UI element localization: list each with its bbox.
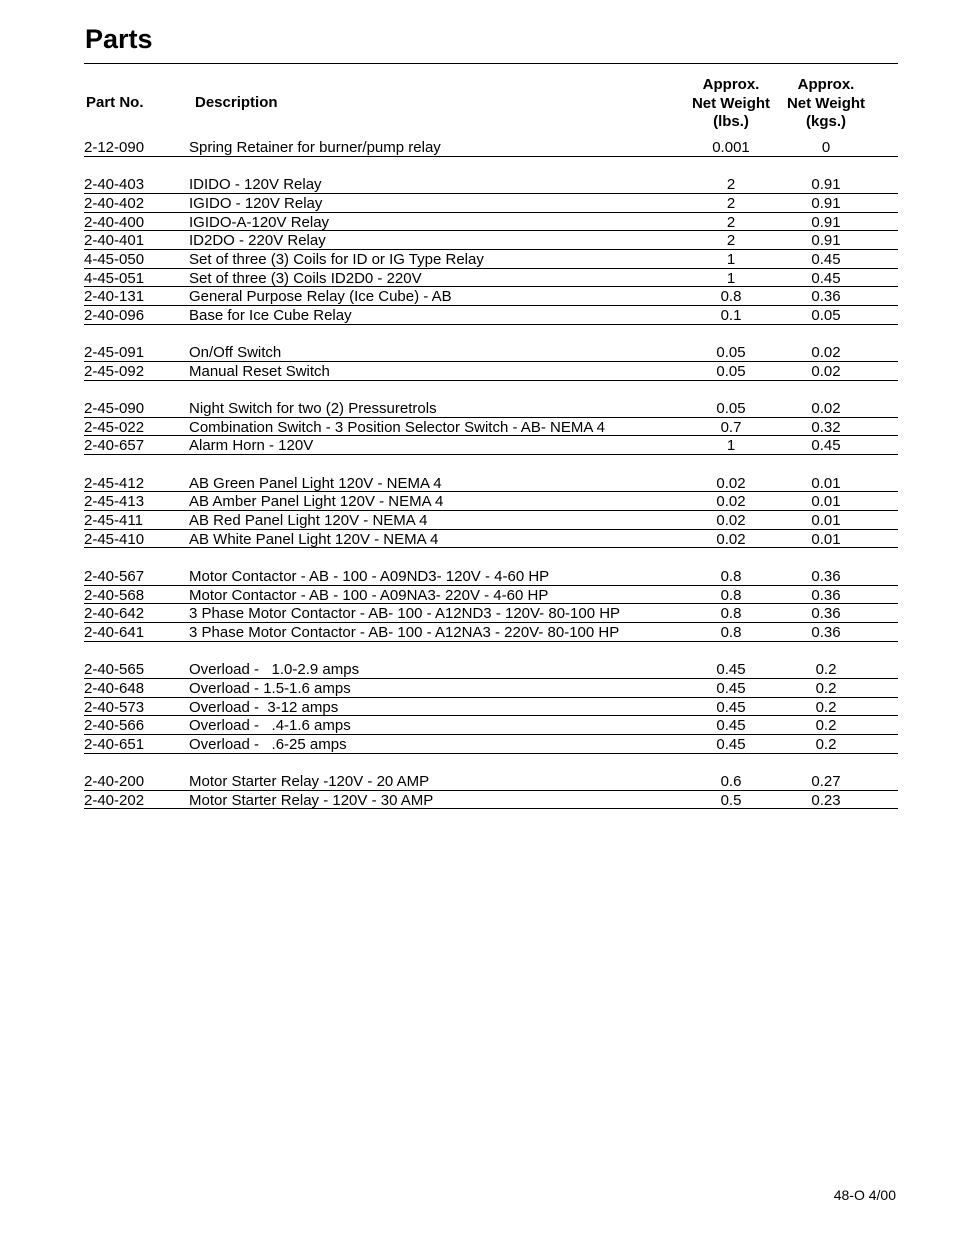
description-cell: Overload - 1.0-2.9 amps — [189, 661, 360, 679]
weight-lbs-cell: 0.45 — [716, 698, 746, 716]
weight-kgs-cell: 0.45 — [811, 250, 841, 268]
table-row — [84, 586, 898, 605]
part-number-cell: 2-40-567 — [84, 567, 145, 585]
table-row — [84, 716, 898, 735]
weight-kgs-cell: 0.2 — [815, 698, 837, 716]
weight-lbs-cell: 0.02 — [716, 530, 746, 548]
weight-kgs-cell: 0.36 — [811, 567, 841, 585]
weight-kgs-cell: 0.2 — [815, 679, 837, 697]
weight-lbs-cell: 0.05 — [716, 400, 746, 418]
weight-kgs-cell: 0.01 — [811, 474, 841, 492]
description-cell: ID2DO - 220V Relay — [189, 232, 326, 250]
description-cell: IGIDO-A-120V Relay — [189, 213, 330, 231]
description-cell: Motor Contactor - AB - 100 - A09NA3- 220V - 4-60 HP — [189, 586, 549, 604]
table-row — [84, 418, 898, 437]
description-cell: AB Red Panel Light 120V - NEMA 4 — [189, 512, 428, 529]
table-row — [84, 492, 898, 511]
part-number-cell: 2-45-090 — [84, 400, 145, 418]
weight-kgs-cell: 0.36 — [811, 605, 841, 623]
table-row — [84, 362, 898, 381]
description-cell: AB White Panel Light 120V - NEMA 4 — [189, 530, 439, 548]
description-cell: Spring Retainer for burner/pump relay — [189, 139, 441, 156]
table-row — [84, 399, 898, 418]
table-row — [84, 213, 898, 232]
table-row — [84, 698, 898, 717]
table-row — [84, 474, 898, 493]
description-cell: Combination Switch - 3 Position Selector Switch - AB- NEMA 4 — [189, 418, 606, 436]
description-cell: Overload - .4-1.6 amps — [189, 717, 351, 735]
table-row — [84, 567, 898, 586]
part-number-cell: 2-40-641 — [84, 623, 145, 641]
column-header-line: (kgs.) — [805, 113, 846, 130]
column-header-weight-kgs — [780, 76, 872, 132]
weight-kgs-cell: 0.02 — [811, 400, 841, 418]
table-row — [84, 623, 898, 642]
description-cell: AB Green Panel Light 120V - NEMA 4 — [189, 474, 442, 492]
weight-kgs-cell: 0.27 — [811, 773, 841, 791]
weight-kgs-cell: 0.91 — [811, 194, 841, 212]
table-row — [84, 436, 898, 455]
weight-kgs-cell: 0.91 — [811, 213, 841, 231]
table-row — [84, 175, 898, 194]
weight-kgs-cell: 0.2 — [815, 735, 837, 753]
part-number-cell: 2-40-202 — [84, 791, 145, 809]
part-number-cell: 2-40-400 — [84, 213, 145, 231]
parts-group — [84, 138, 898, 157]
table-row — [84, 306, 898, 325]
description-cell: AB Amber Panel Light 120V - NEMA 4 — [189, 493, 444, 511]
weight-kgs-cell: 0.45 — [811, 269, 841, 287]
description-cell: General Purpose Relay (Ice Cube) - AB — [189, 288, 452, 306]
column-header-description: Description — [195, 94, 278, 111]
description-cell: Base for Ice Cube Relay — [189, 307, 352, 324]
part-number-cell: 2-40-651 — [84, 735, 145, 753]
part-number-cell: 2-40-403 — [84, 176, 145, 194]
table-row — [84, 679, 898, 698]
part-number-cell: 2-40-566 — [84, 717, 145, 735]
weight-lbs-cell: 1 — [726, 269, 736, 287]
description-cell: On/Off Switch — [189, 344, 282, 362]
weight-kgs-cell: 0.45 — [811, 437, 841, 455]
weight-lbs-cell: 0.02 — [716, 512, 746, 529]
column-header-line: Approx. — [797, 76, 855, 93]
description-cell: 3 Phase Motor Contactor - AB- 100 - A12ND3 - 120V- 80-100 HP — [189, 605, 621, 623]
part-number-cell: 2-40-648 — [84, 679, 145, 697]
weight-lbs-cell: 2 — [726, 176, 736, 194]
part-number-cell: 2-40-642 — [84, 605, 145, 623]
description-cell: Overload - .6-25 amps — [189, 735, 347, 753]
weight-kgs-cell: 0.01 — [811, 530, 841, 548]
part-number-cell: 2-45-411 — [84, 512, 143, 529]
part-number-cell: 2-45-410 — [84, 530, 145, 548]
table-row — [84, 138, 898, 157]
weight-lbs-cell: 0.05 — [716, 362, 746, 380]
weight-lbs-cell: 0.8 — [720, 623, 742, 641]
weight-kgs-cell: 0.01 — [811, 512, 841, 529]
weight-kgs-cell: 0.91 — [811, 232, 841, 250]
table-row — [84, 194, 898, 213]
table-row — [84, 269, 898, 288]
weight-lbs-cell: 2 — [726, 213, 736, 231]
page-title: Parts — [85, 24, 153, 54]
part-number-cell: 2-40-401 — [84, 232, 145, 250]
description-cell: 3 Phase Motor Contactor - AB- 100 - A12NA3 - 220V- 80-100 HP — [189, 623, 620, 641]
description-cell: Alarm Horn - 120V — [189, 437, 314, 455]
weight-kgs-cell: 0.02 — [811, 362, 841, 380]
weight-lbs-cell: 0.7 — [720, 418, 742, 436]
weight-kgs-cell: 0.36 — [811, 623, 841, 641]
parts-group — [84, 175, 898, 325]
weight-lbs-cell: 0.05 — [716, 344, 746, 362]
part-number-cell: 2-12-090 — [84, 139, 145, 156]
part-number-cell: 2-40-568 — [84, 586, 145, 604]
description-cell: Set of three (3) Coils ID2D0 - 220V — [189, 269, 422, 287]
part-number-cell: 2-40-096 — [84, 307, 145, 324]
weight-lbs-cell: 0.02 — [716, 493, 746, 511]
table-row — [84, 660, 898, 679]
weight-kgs-cell: 0.01 — [811, 493, 841, 511]
part-number-cell: 2-40-200 — [84, 773, 145, 791]
weight-kgs-cell: 0.32 — [811, 418, 841, 436]
description-cell: Night Switch for two (2) Pressuretrols — [189, 400, 437, 418]
page-footer: 48-O 4/00 — [833, 1187, 896, 1203]
weight-lbs-cell: 0.02 — [716, 474, 746, 492]
parts-group — [84, 660, 898, 753]
description-cell: Set of three (3) Coils for ID or IG Type Relay — [189, 250, 484, 268]
weight-lbs-cell: 0.8 — [720, 605, 742, 623]
weight-kgs-cell: 0.36 — [811, 288, 841, 306]
parts-table — [84, 138, 898, 809]
weight-kgs-cell: 0.2 — [815, 717, 837, 735]
table-row — [84, 287, 898, 306]
weight-lbs-cell: 0.5 — [720, 791, 742, 809]
description-cell: Overload - 3-12 amps — [189, 698, 339, 716]
part-number-cell: 2-40-131 — [84, 288, 145, 306]
table-row — [84, 343, 898, 362]
weight-kgs-cell: 0.23 — [811, 791, 841, 809]
column-header-weight-lbs — [684, 76, 778, 132]
weight-lbs-cell: 0.8 — [720, 586, 742, 604]
description-cell: IGIDO - 120V Relay — [189, 194, 323, 212]
weight-kgs-cell: 0.05 — [811, 307, 841, 324]
part-number-cell: 4-45-050 — [84, 250, 145, 268]
description-cell: Motor Contactor - AB - 100 - A09ND3- 120V - 4-60 HP — [189, 567, 550, 585]
table-row — [84, 530, 898, 549]
weight-kgs-cell: 0 — [821, 139, 831, 156]
part-number-cell: 2-45-091 — [84, 344, 145, 362]
parts-group — [84, 474, 898, 549]
weight-lbs-cell: 0.001 — [712, 139, 750, 156]
part-number-cell: 2-40-573 — [84, 698, 145, 716]
description-cell: Manual Reset Switch — [189, 362, 330, 380]
weight-lbs-cell: 0.45 — [716, 661, 746, 679]
weight-kgs-cell: 0.2 — [815, 661, 837, 679]
weight-kgs-cell: 0.02 — [811, 344, 841, 362]
part-number-cell: 2-40-565 — [84, 661, 145, 679]
table-row — [84, 250, 898, 269]
weight-lbs-cell: 0.45 — [716, 679, 746, 697]
weight-kgs-cell: 0.91 — [811, 176, 841, 194]
table-row — [84, 735, 898, 754]
parts-group — [84, 567, 898, 642]
weight-lbs-cell: 1 — [726, 437, 736, 455]
column-header-part-no: Part No. — [86, 94, 144, 111]
part-number-cell: 2-40-402 — [84, 194, 145, 212]
table-row — [84, 604, 898, 623]
column-header-line: Net Weight — [786, 94, 866, 112]
part-number-cell: 2-45-092 — [84, 362, 145, 380]
description-cell: Motor Starter Relay - 120V - 30 AMP — [189, 791, 434, 809]
weight-lbs-cell: 0.8 — [720, 288, 742, 306]
weight-lbs-cell: 2 — [726, 194, 736, 212]
weight-kgs-cell: 0.36 — [811, 586, 841, 604]
column-header-line: Net Weight — [691, 94, 771, 112]
parts-group — [84, 343, 898, 380]
weight-lbs-cell: 0.6 — [720, 773, 742, 791]
table-row — [84, 772, 898, 791]
column-header-line: (lbs.) — [713, 113, 749, 130]
description-cell: Overload - 1.5-1.6 amps — [189, 679, 351, 697]
weight-lbs-cell: 2 — [726, 232, 736, 250]
table-row — [84, 231, 898, 250]
part-number-cell: 2-45-022 — [84, 418, 145, 436]
description-cell: Motor Starter Relay -120V - 20 AMP — [189, 773, 430, 791]
weight-lbs-cell: 0.45 — [716, 735, 746, 753]
parts-group — [84, 772, 898, 809]
table-row — [84, 791, 898, 810]
part-number-cell: 2-45-412 — [84, 474, 145, 492]
column-header-line: Approx. — [702, 76, 760, 93]
weight-lbs-cell: 0.1 — [720, 307, 742, 324]
part-number-cell: 2-45-413 — [84, 493, 145, 511]
part-number-cell: 2-40-657 — [84, 437, 145, 455]
parts-group — [84, 399, 898, 455]
weight-lbs-cell: 1 — [726, 250, 736, 268]
table-row — [84, 511, 898, 530]
weight-lbs-cell: 0.8 — [720, 567, 742, 585]
title-divider — [84, 63, 898, 64]
part-number-cell: 4-45-051 — [84, 269, 145, 287]
weight-lbs-cell: 0.45 — [716, 717, 746, 735]
description-cell: IDIDO - 120V Relay — [189, 176, 322, 194]
